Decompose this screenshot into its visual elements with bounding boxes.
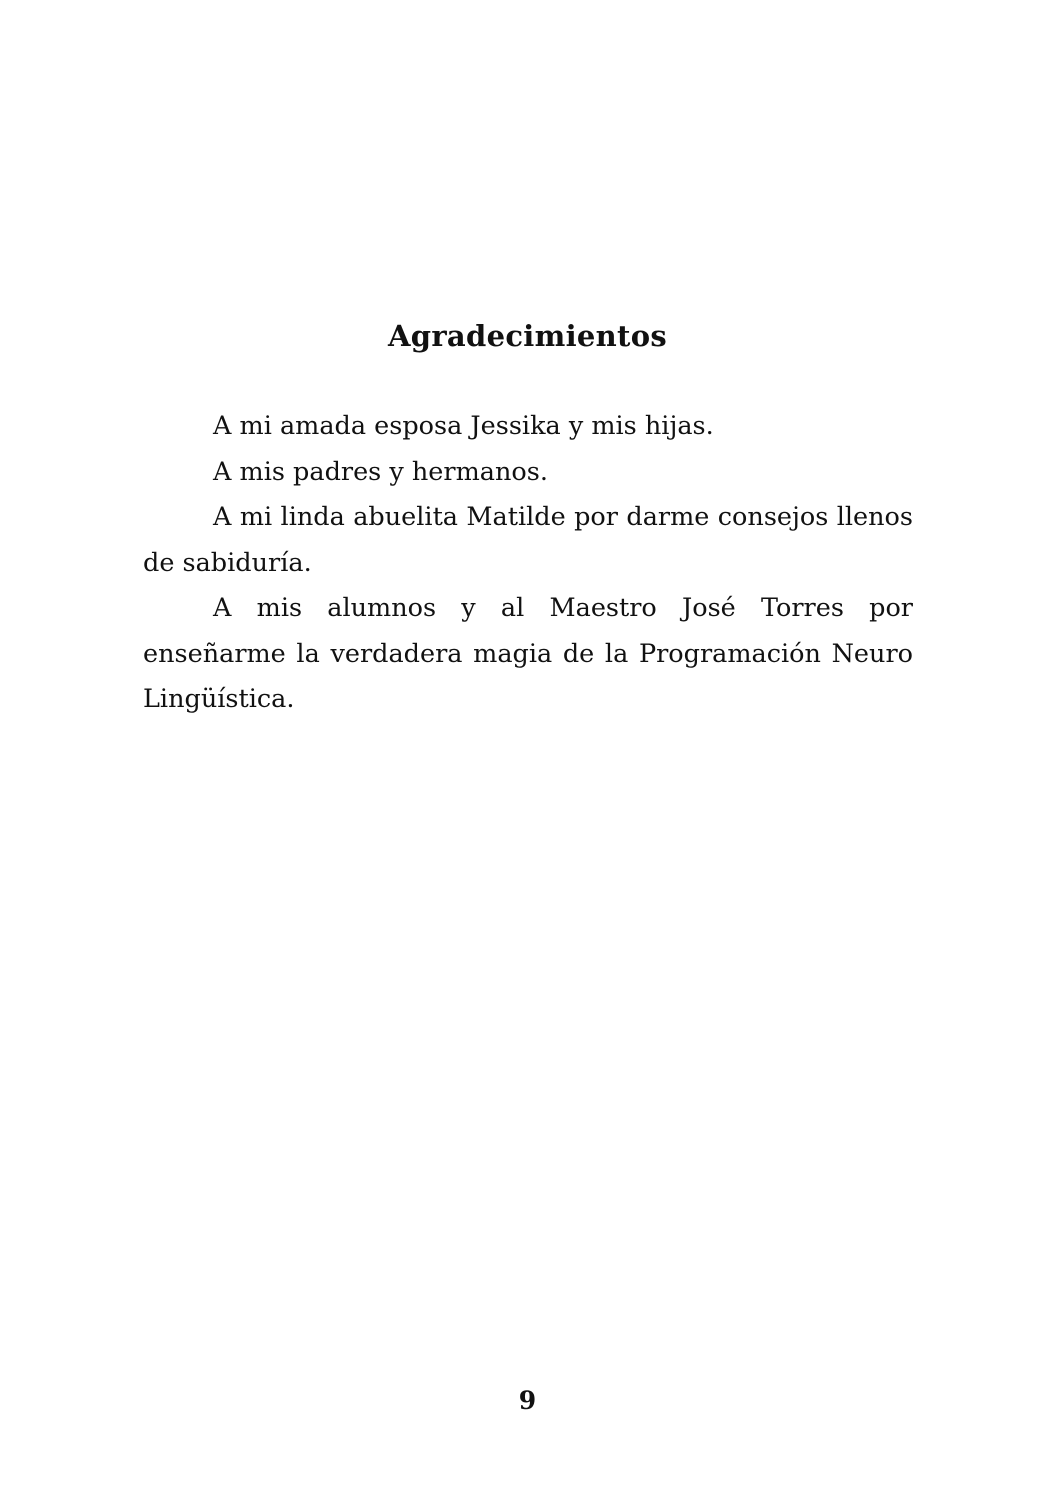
paragraph-1: A mi amada esposa Jessika y mis hijas. xyxy=(213,411,714,441)
page-number: 9 xyxy=(518,1386,537,1415)
paragraph-4: A mis alumnos y al Maestro José Torres por enseñarme la verdadera magia de la Programación Neuro Lingüística. xyxy=(143,593,913,714)
acknowledgements-body xyxy=(143,404,913,723)
paragraph-2: A mis padres y hermanos. xyxy=(213,456,548,487)
page-title: Agradecimientos xyxy=(387,319,668,353)
paragraph-3: A mi linda abuelita Matilde por darme consejos llenos de sabiduría. xyxy=(143,502,913,578)
